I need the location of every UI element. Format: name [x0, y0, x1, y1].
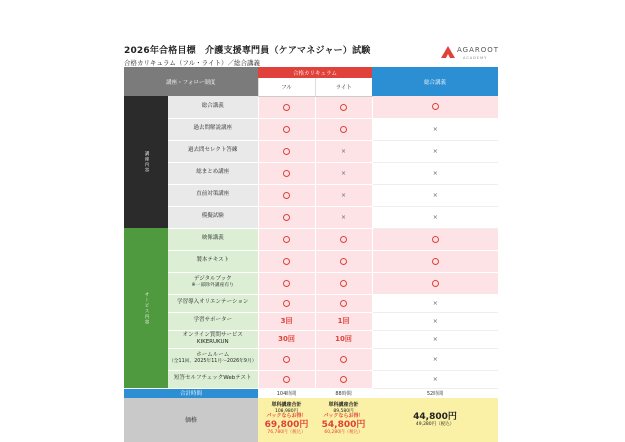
circle-icon: [283, 356, 290, 363]
cell-full: [258, 162, 315, 184]
circle-icon: [340, 104, 347, 111]
row-label: [168, 370, 258, 388]
circle-icon: [283, 280, 290, 287]
price-general-tax: 49,280円（税込）: [415, 422, 455, 428]
count-value: 10回: [335, 335, 352, 343]
row-label-text: デジタルブック: [193, 276, 232, 283]
table-row: [124, 96, 498, 118]
row-label-text: 短答セルフチェックWebテスト: [173, 375, 252, 382]
circle-icon: [283, 376, 290, 383]
cell-light: [315, 348, 372, 370]
circle-icon: [283, 192, 290, 199]
cross-mark: ×: [341, 147, 347, 155]
row-label-text: 学習サポーター: [193, 317, 233, 324]
row-label: [168, 140, 258, 162]
count-value: 30回: [278, 335, 295, 343]
price-label: 価格: [124, 398, 258, 442]
price-line: 単科講座合計: [271, 402, 302, 409]
row-label-text: 模擬試験: [201, 213, 224, 220]
cell-light: [315, 294, 372, 312]
row-label: [168, 272, 258, 294]
row-label-text: オンライン質問サービスKIKERUKUN: [182, 331, 243, 345]
cell-light: [315, 272, 372, 294]
cell-general: [372, 96, 498, 118]
group-courses: [124, 96, 168, 228]
circle-icon: [432, 236, 439, 243]
price-line: 89,580円: [333, 409, 354, 415]
circle-icon: [340, 300, 347, 307]
row-label-note: （全11回、2025年11月〜2026年9月）: [168, 359, 257, 365]
cell-general: [372, 250, 498, 272]
row-label-text: 映像講義: [201, 235, 224, 242]
page-subtitle: 合格カリキュラム（フル・ライト）／総合講義: [124, 59, 260, 67]
cell-light: [315, 330, 372, 348]
circle-icon: [283, 258, 290, 265]
row-label-text: 過去問解説講座: [193, 125, 233, 132]
row-label-text: 総合講義: [201, 103, 224, 110]
cell-full: [258, 250, 315, 272]
row-label: [168, 118, 258, 140]
cross-mark: ×: [432, 191, 438, 199]
cross-mark: ×: [432, 335, 438, 343]
circle-icon: [340, 376, 347, 383]
page-title: 2026年合格目標 介護支援専門員（ケアマネジャー）試験: [124, 46, 371, 56]
price-line: 60,280円（税込）: [324, 430, 363, 436]
cell-full: [258, 140, 315, 162]
circle-icon: [340, 236, 347, 243]
group-services-label: サービス内容: [144, 291, 149, 325]
cell-light: [315, 140, 372, 162]
table-row: [124, 330, 498, 348]
circle-icon: [340, 280, 347, 287]
cell-full: [258, 228, 315, 250]
cell-full: [258, 118, 315, 140]
circle-icon: [340, 126, 347, 133]
circle-icon: [283, 214, 290, 221]
cross-mark: ×: [432, 213, 438, 221]
table-row: [124, 272, 498, 294]
cell-general: [372, 330, 498, 348]
circle-icon: [283, 148, 290, 155]
cell-full: [258, 348, 315, 370]
cell-full: [258, 330, 315, 348]
cell-light: [315, 228, 372, 250]
cross-mark: ×: [432, 169, 438, 177]
cross-mark: ×: [432, 355, 438, 363]
circle-icon: [432, 280, 439, 287]
row-label: [168, 96, 258, 118]
cell-light: [315, 184, 372, 206]
cell-full: [258, 272, 315, 294]
cross-mark: ×: [341, 191, 347, 199]
circle-icon: [432, 258, 439, 265]
row-label-note: ※一部除外講座有り: [191, 283, 234, 289]
cell-general: [372, 206, 498, 228]
circle-icon: [283, 300, 290, 307]
total-general: 52時間: [372, 388, 498, 398]
total-light: 88時間: [315, 388, 372, 398]
row-label: [168, 348, 258, 370]
cross-mark: ×: [432, 375, 438, 383]
row-label: [168, 250, 258, 272]
cell-full: [258, 184, 315, 206]
row-label-text: ホームルーム: [196, 352, 230, 359]
comparison-table: [124, 67, 498, 442]
price-line: パックならお得！: [266, 413, 307, 420]
cross-mark: ×: [432, 125, 438, 133]
price-line: 76,780円（税込）: [267, 430, 306, 436]
cell-light: [315, 370, 372, 388]
cross-mark: ×: [341, 213, 347, 221]
count-value: 3回: [280, 317, 293, 325]
cell-full: [258, 294, 315, 312]
row-label: [168, 228, 258, 250]
row-label: [168, 162, 258, 184]
total-label: 合計時間: [124, 388, 258, 398]
logo-subtext: ACADEMY: [463, 56, 488, 60]
circle-icon: [283, 236, 290, 243]
cross-mark: ×: [341, 169, 347, 177]
circle-icon: [283, 104, 290, 111]
cell-general: [372, 272, 498, 294]
table-row: [124, 250, 498, 272]
table-row: [124, 228, 498, 250]
cell-general: [372, 348, 498, 370]
table-row: [124, 162, 498, 184]
cell-general: [372, 118, 498, 140]
cell-general: [372, 228, 498, 250]
cell-full: [258, 370, 315, 388]
price-line: 69,800円: [264, 420, 309, 431]
price-light: [315, 398, 372, 442]
cell-light: [315, 96, 372, 118]
cell-general: [372, 184, 498, 206]
cell-full: [258, 206, 315, 228]
cell-light: [315, 162, 372, 184]
total-full: 104時間: [258, 388, 315, 398]
logo-mark-icon: [441, 46, 455, 58]
header-corner: 講座・フォロー制度: [124, 67, 258, 96]
row-label-text: 製本テキスト: [196, 257, 230, 264]
circle-icon: [283, 170, 290, 177]
agaroot-logo: [441, 44, 503, 68]
total-row: [124, 388, 498, 398]
cell-general: [372, 162, 498, 184]
row-label: [168, 206, 258, 228]
cross-mark: ×: [432, 299, 438, 307]
table-row: [124, 294, 498, 312]
price-general-amount: 44,800円: [413, 411, 457, 422]
cross-mark: ×: [432, 147, 438, 155]
table-row: [124, 118, 498, 140]
row-label-text: 過去問セレクト答練: [188, 147, 238, 154]
circle-icon: [340, 356, 347, 363]
row-label: [168, 184, 258, 206]
table-row: [124, 370, 498, 388]
cell-full: [258, 96, 315, 118]
row-label-text: 総まとめ講座: [196, 169, 230, 176]
cell-general: [372, 140, 498, 162]
table-row: [124, 184, 498, 206]
cell-light: [315, 118, 372, 140]
group-courses-label: 講座内容: [144, 151, 149, 173]
row-label-text: 直前対策講座: [196, 191, 230, 198]
price-line: パックならお得！: [323, 413, 364, 420]
group-services: [124, 228, 168, 388]
row-label-text: 学習導入オリエンテーション: [177, 299, 249, 306]
header-full: フル: [258, 78, 315, 96]
row-label: [168, 330, 258, 348]
cell-general: [372, 294, 498, 312]
price-line: 54,800円: [321, 420, 366, 431]
circle-icon: [283, 126, 290, 133]
cell-light: [315, 206, 372, 228]
cell-light: [315, 250, 372, 272]
cell-full: [258, 312, 315, 330]
table-row: [124, 206, 498, 228]
count-value: 1回: [337, 317, 350, 325]
table-body: [124, 96, 498, 442]
cell-light: [315, 312, 372, 330]
circle-icon: [340, 258, 347, 265]
header-plan-general: 総合講義: [372, 67, 498, 96]
price-row: [124, 398, 498, 442]
cell-general: [372, 370, 498, 388]
table-row: [124, 312, 498, 330]
header-light: ライト: [315, 78, 372, 96]
row-label: [168, 312, 258, 330]
price-full: [258, 398, 315, 442]
cross-mark: ×: [432, 317, 438, 325]
cell-general: [372, 312, 498, 330]
table-row: [124, 140, 498, 162]
row-label: [168, 294, 258, 312]
price-line: 単科講座合計: [328, 402, 359, 409]
table-row: [124, 348, 498, 370]
header-plan-curriculum: 合格カリキュラム: [258, 67, 372, 78]
price-line: 108,980円: [274, 409, 299, 415]
price-general: [372, 398, 498, 442]
logo-text: AGAROOT: [457, 46, 500, 54]
circle-icon: [432, 103, 439, 110]
